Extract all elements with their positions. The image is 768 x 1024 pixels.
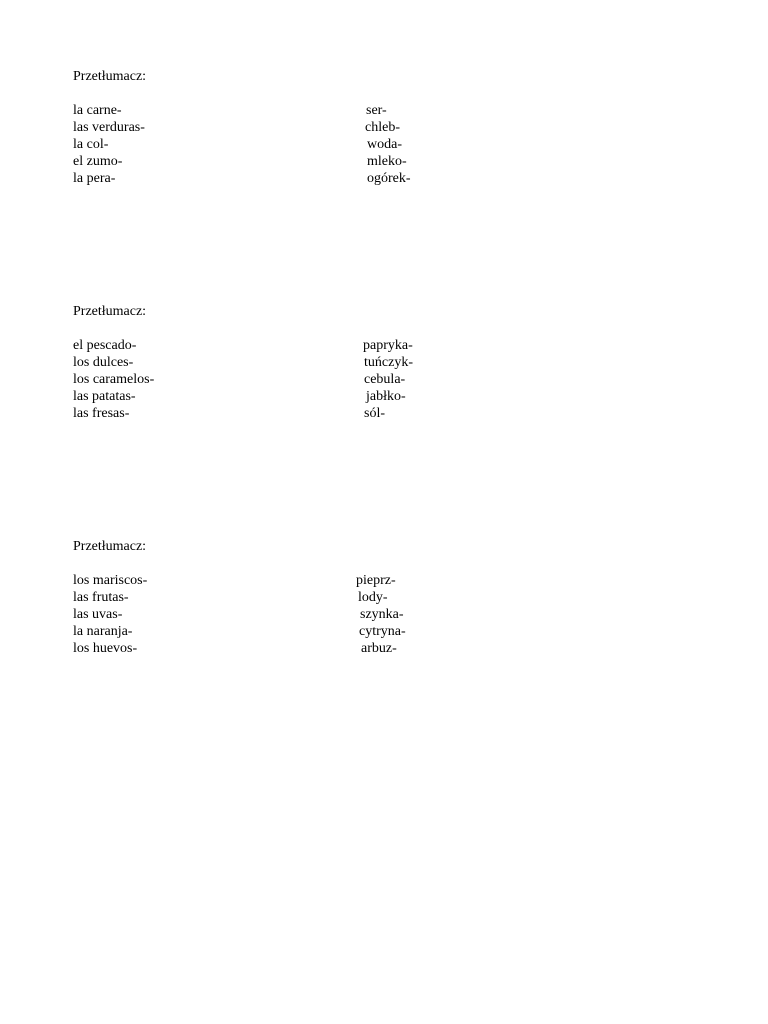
polish-word: papryka- xyxy=(363,338,413,353)
polish-word: woda- xyxy=(367,137,402,152)
spanish-word: el pescado- xyxy=(73,338,137,353)
spanish-word: los mariscos- xyxy=(73,573,148,588)
spanish-word: los huevos- xyxy=(73,641,138,656)
spanish-word: las fresas- xyxy=(73,406,130,421)
polish-word: chleb- xyxy=(365,120,400,135)
polish-word: ser- xyxy=(366,103,387,118)
polish-word: sól- xyxy=(364,406,385,421)
polish-word: arbuz- xyxy=(361,641,397,656)
polish-word: mleko- xyxy=(367,154,407,169)
word-row xyxy=(0,623,768,640)
word-row xyxy=(0,170,768,187)
section-heading: Przetłumacz: xyxy=(73,539,147,554)
section-heading: Przetłumacz: xyxy=(73,304,147,319)
section-heading: Przetłumacz: xyxy=(73,69,147,84)
word-row xyxy=(0,640,768,657)
spanish-word: los caramelos- xyxy=(73,372,155,387)
spanish-word: la carne- xyxy=(73,103,122,118)
word-row xyxy=(0,102,768,119)
spanish-word: el zumo- xyxy=(73,154,123,169)
polish-word: tuńczyk- xyxy=(364,355,413,370)
word-row xyxy=(0,572,768,589)
spanish-word: las frutas- xyxy=(73,590,129,605)
word-row xyxy=(0,589,768,606)
word-row xyxy=(0,405,768,422)
word-row xyxy=(0,354,768,371)
word-row xyxy=(0,119,768,136)
word-row xyxy=(0,371,768,388)
word-row xyxy=(0,337,768,354)
polish-word: pieprz- xyxy=(356,573,396,588)
polish-word: jabłko- xyxy=(366,389,406,404)
polish-word: szynka- xyxy=(360,607,404,622)
word-row xyxy=(0,388,768,405)
polish-word: lody- xyxy=(358,590,388,605)
polish-word: cytryna- xyxy=(359,624,406,639)
polish-word: cebula- xyxy=(364,372,406,387)
polish-word: ogórek- xyxy=(367,171,411,186)
word-row xyxy=(0,606,768,623)
spanish-word: la naranja- xyxy=(73,624,133,639)
spanish-word: los dulces- xyxy=(73,355,134,370)
spanish-word: la col- xyxy=(73,137,109,152)
spanish-word: la pera- xyxy=(73,171,116,186)
spanish-word: las verduras- xyxy=(73,120,145,135)
spanish-word: las uvas- xyxy=(73,607,123,622)
word-row xyxy=(0,136,768,153)
spanish-word: las patatas- xyxy=(73,389,136,404)
word-row xyxy=(0,153,768,170)
